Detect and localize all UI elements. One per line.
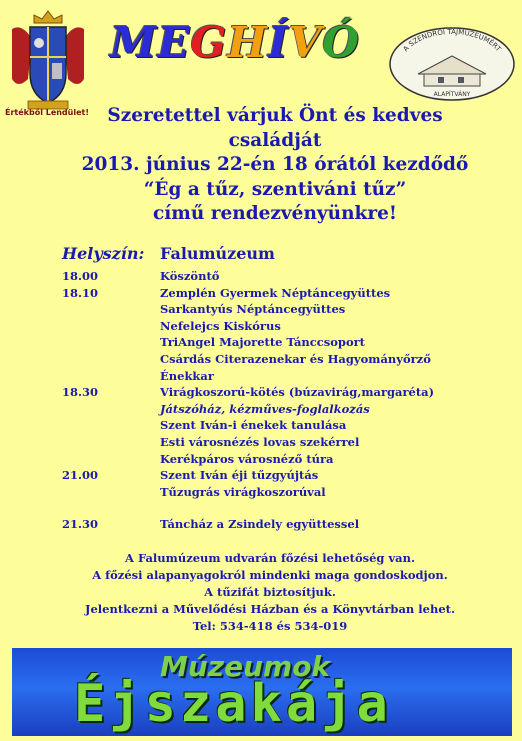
schedule-row <box>62 334 502 351</box>
intro-line: című rendezvényünkre! <box>152 203 397 224</box>
schedule-row <box>62 318 502 335</box>
schedule-row <box>62 434 502 451</box>
contact-phone: Tel: 534-418 és 534-019 <box>192 619 348 633</box>
title-letter: M <box>110 18 158 67</box>
schedule-event: Csárdás Citerazenekar és Hagyományőrző <box>160 351 431 366</box>
schedule-event: Szent Iván-i énekek tanulása <box>160 418 347 433</box>
intro-date-line: 2013. június 22-én 18 órától kezdődő <box>81 154 469 175</box>
page-title <box>110 18 360 68</box>
venue <box>62 244 275 263</box>
schedule-event: Virágkoszorú-kötés (búzavirág,margaréta) <box>160 385 435 400</box>
crest-caption: Értékből Lendület! <box>4 108 89 117</box>
title-letter: Ó <box>322 18 360 67</box>
schedule-row <box>62 516 502 533</box>
schedule-time <box>62 484 160 501</box>
schedule-time: 18.10 <box>62 285 99 300</box>
schedule-event: Táncház a Zsindely együttessel <box>160 517 360 532</box>
schedule-row <box>62 401 502 418</box>
schedule-time <box>62 368 160 385</box>
schedule-time: 18.00 <box>62 269 99 283</box>
venue-value: Falumúzeum <box>160 244 275 263</box>
event-name-line: “Ég a tűz, szentiváni tűz” <box>143 178 407 200</box>
title-letter: G <box>190 18 228 67</box>
invitation-intro <box>40 104 510 227</box>
schedule-time: 21.30 <box>62 517 99 532</box>
schedule-event: Játszóház, kézműves-foglalkozás <box>160 401 370 416</box>
note-line: A főzési alapanyagokról mindenki maga gondoskodjon. <box>92 568 448 582</box>
schedule-gap <box>62 500 502 516</box>
schedule-time <box>62 334 160 351</box>
schedule-time <box>62 434 160 451</box>
schedule-event: Köszöntő <box>160 269 220 283</box>
schedule-row <box>62 417 502 434</box>
schedule-event: Esti városnézés lovas szekérrel <box>160 434 360 449</box>
schedule-event: Zemplén Gyermek Néptáncegyüttes <box>160 285 391 300</box>
schedule-row <box>62 351 502 368</box>
schedule-list <box>62 268 502 533</box>
schedule-row <box>62 451 502 468</box>
schedule-row <box>62 301 502 318</box>
schedule-row <box>62 268 502 285</box>
schedule-row <box>62 484 502 501</box>
schedule-time <box>62 318 160 335</box>
schedule-time <box>62 451 160 468</box>
schedule-event: Kerékpáros városnéző túra <box>160 451 334 466</box>
schedule-event: Tűzugrás virágkoszorúval <box>160 484 326 499</box>
schedule-time: 18.30 <box>62 385 99 400</box>
title-letter: V <box>288 18 323 67</box>
schedule-row <box>62 467 502 484</box>
museum-night-banner <box>12 648 512 736</box>
schedule-event: Énekkar <box>160 368 214 383</box>
schedule-time <box>62 417 160 434</box>
schedule-row <box>62 384 502 401</box>
schedule-time: 21.00 <box>62 468 99 483</box>
banner-line-1: Múzeumok <box>160 650 331 683</box>
schedule-time <box>62 401 160 418</box>
schedule-time <box>62 301 160 318</box>
note-line: Jelentkezni a Művelődési Házban és a Könyvtárban lehet. <box>85 602 455 616</box>
title-letter: E <box>157 18 191 67</box>
town-crest-icon <box>8 6 88 118</box>
schedule-event: Szent Iván éji tűzgyújtás <box>160 468 319 483</box>
foundation-stamp-icon <box>388 26 516 102</box>
schedule-time <box>62 351 160 368</box>
intro-line: Szeretettel várjuk Önt és kedves <box>107 105 443 126</box>
note-line: A Falumúzeum udvarán főzési lehetőség van. <box>125 551 415 565</box>
venue-label: Helyszín: <box>62 244 145 263</box>
stamp-top-text: A SZENDRŐI TÁJMÚZEUMÉRT <box>401 27 503 54</box>
title-letter: H <box>227 18 269 67</box>
schedule-row <box>62 285 502 302</box>
stamp-bottom-text: ALAPÍTVÁNY <box>433 91 471 98</box>
title-letter: Í <box>268 18 289 67</box>
notes <box>40 550 500 635</box>
schedule-event: TriAngel Majorette Tánccsoport <box>160 335 365 350</box>
schedule-event: Sarkantyús Néptáncegyüttes <box>160 302 346 317</box>
schedule-row <box>62 368 502 385</box>
schedule-event: Nefelejcs Kiskórus <box>160 318 281 333</box>
banner-line-2: Éjszakája <box>74 674 392 734</box>
intro-line: családját <box>228 129 322 151</box>
note-line: A tűzifát biztosítjuk. <box>204 585 336 599</box>
